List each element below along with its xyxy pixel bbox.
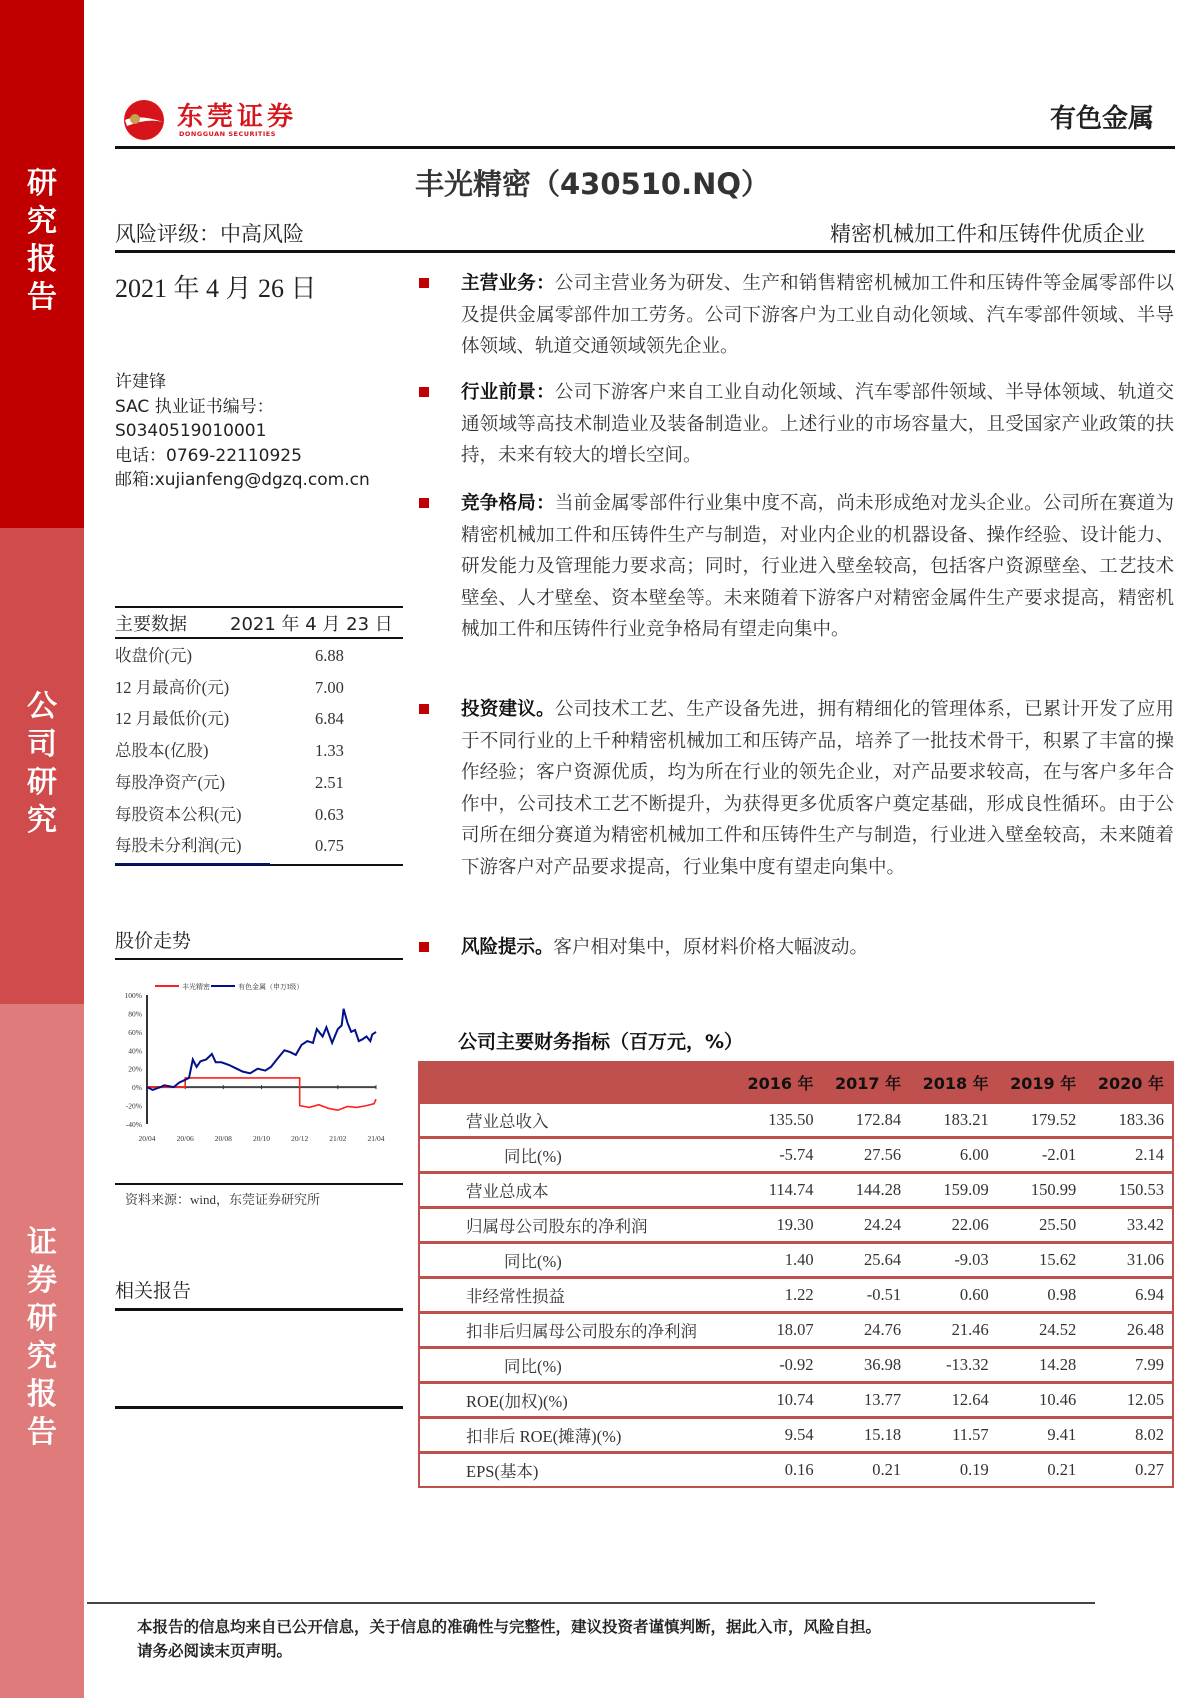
x-tick-label: 21/04 [367,1134,385,1143]
table-cell: 183.36 [1084,1103,1173,1138]
bullet-title: 行业前景： [461,382,555,403]
table-cell: 12.64 [909,1383,997,1418]
table-cell: -13.32 [909,1348,997,1383]
legend-label: 丰光精密 [182,983,210,991]
x-tick-label: 20/06 [176,1134,194,1143]
subheader-divider [115,250,1175,253]
bullet-text: 公司下游客户来自工业自动化领域、汽车零部件领域、半导体领域、轨道交通领域等高技术制造业及装备制造业。上述行业的市场容量大，且受国家产业政策的扶持，未来有较大的增长空间。 [461,383,1174,467]
table-cell: 19.30 [734,1208,822,1243]
key-data-row [115,641,403,671]
table-row [419,1383,1173,1418]
series-line-company [147,1078,376,1110]
analyst-phone: 电话：0769-22110925 [115,445,302,466]
table-cell: -0.51 [822,1278,910,1313]
table-row-label: 归属母公司股东的净利润 [419,1208,734,1243]
table-cell: 14.28 [997,1348,1085,1383]
table-cell: 0.21 [997,1453,1085,1488]
analyst-email[interactable]: 邮箱:xujianfeng@dgzq.com.cn [115,470,370,490]
chart-source: 资料来源：wind，东莞证券研究所 [125,1192,321,1207]
table-cell: 9.54 [734,1418,822,1453]
related-reports-title: 相关报告 [115,1280,192,1302]
table-cell: 8.02 [1084,1418,1173,1453]
table-column-header: 2016 年 [734,1062,822,1103]
related-reports-bottom-line [115,1406,403,1409]
table-header-row [419,1062,1173,1103]
table-row-label: 同比(%) [419,1138,734,1173]
risk-rating: 风险评级：中高风险 [115,222,304,246]
table-cell: 159.09 [909,1173,997,1208]
table-cell: 1.22 [734,1278,822,1313]
table-cell: -5.74 [734,1138,822,1173]
sidebar-label: 公司研究 [27,689,57,838]
table-row [419,1173,1173,1208]
table-row [419,1313,1173,1348]
table-cell: 0.21 [822,1453,910,1488]
analyst-name: 许建锋 [115,372,166,392]
key-data-value: 6.88 [315,646,344,665]
bullet-square-icon [419,387,429,397]
table-cell: 15.62 [997,1243,1085,1278]
table-cell: 18.07 [734,1313,822,1348]
table-row-label: ROE(加权)(%) [419,1383,734,1418]
bullet-title: 主营业务： [461,273,555,294]
key-data-label: 收盘价(元) [115,646,192,665]
table-row-label: 营业总成本 [419,1173,734,1208]
header-divider [115,146,1175,149]
bullet-text: 客户相对集中，原材料价格大幅波动。 [553,938,869,958]
table-row-label: 同比(%) [419,1348,734,1383]
analyst-sac-number: S0340519010001 [115,421,267,441]
table-cell: 6.94 [1084,1278,1173,1313]
key-data-row [115,736,403,766]
key-data-value: 1.33 [315,741,344,761]
table-cell: 150.99 [997,1173,1085,1208]
table-row-label: 扣非后 ROE(摊薄)(%) [419,1418,734,1453]
table-cell: 24.24 [822,1208,910,1243]
analyst-info [115,370,370,493]
table-column-header: 2019 年 [997,1062,1085,1103]
legend-label: 有色金属（申万I级） [238,983,304,991]
price-chart-title: 股价走势 [115,930,192,952]
price-chart-title-line [115,958,403,960]
table-row [419,1243,1173,1278]
table-cell: 7.99 [1084,1348,1173,1383]
table-cell: 0.60 [909,1278,997,1313]
table-cell: 10.74 [734,1383,822,1418]
table-cell: 12.05 [1084,1383,1173,1418]
key-data-header-line [115,637,403,639]
key-data-label: 每股未分利润(元) [115,836,242,856]
bullet-text: 公司主营业务为研发、生产和销售精密机械加工件和压铸件等金属零部件以及提供金属零部件加工劳务。公司下游客户为工业自动化领域、汽车零部件领域、半导体领域、轨道交通领域领先企业。 [461,274,1174,358]
x-tick-label: 20/10 [252,1134,271,1143]
table-cell: 172.84 [822,1103,910,1138]
table-cell: 31.06 [1084,1243,1173,1278]
table-cell: 183.21 [909,1103,997,1138]
financials-title: 公司主要财务指标（百万元，%） [458,1031,744,1053]
footer-divider [87,1602,1095,1604]
table-row [419,1278,1173,1313]
table-cell: 9.41 [997,1418,1085,1453]
table-cell: 144.28 [822,1173,910,1208]
bullet-title: 竞争格局： [461,493,555,514]
key-data-row [115,673,403,703]
industry-label: 有色金属 [1049,104,1154,134]
chart-source-line [115,1183,403,1185]
bullet-paragraph [461,268,1174,364]
table-cell: -9.03 [909,1243,997,1278]
key-data-title: 主要数据 [115,614,187,635]
bullet-square-icon [419,704,429,714]
table-cell: 0.16 [734,1453,822,1488]
key-data-label: 总股本(亿股) [115,741,209,761]
bullet-square-icon [419,498,429,508]
y-tick-label: 0% [132,1083,142,1093]
table-cell: 36.98 [822,1348,910,1383]
table-column-header: 2017 年 [822,1062,910,1103]
sidebar-label: 证券研究报告 [27,1225,57,1450]
related-reports-line [115,1308,403,1311]
table-cell: 2.14 [1084,1138,1173,1173]
y-tick-label: 80% [128,1009,142,1019]
y-tick-label: 40% [128,1046,142,1056]
key-data-value: 7.00 [315,677,344,697]
sidebar-label: 研究报告 [27,166,57,315]
table-cell: 25.64 [822,1243,910,1278]
x-tick-label: 20/12 [291,1134,309,1143]
table-cell: 179.52 [997,1103,1085,1138]
table-row [419,1208,1173,1243]
table-cell: 26.48 [1084,1313,1173,1348]
table-column-header: 2020 年 [1084,1062,1173,1103]
bullet-paragraph [461,488,1174,647]
table-cell: -0.92 [734,1348,822,1383]
key-data-row [115,831,403,861]
logo-text-cn: 东莞证券 [177,102,298,132]
sidebar-section-securities-report [0,1004,84,1698]
table-cell: 24.76 [822,1313,910,1348]
y-tick-label: -20% [125,1101,142,1111]
key-data-value: 0.63 [315,804,344,824]
table-column-header: 2018 年 [909,1062,997,1103]
report-tagline: 精密机械加工件和压铸件优质企业 [830,222,1145,246]
table-row [419,1103,1173,1138]
table-row [419,1138,1173,1173]
y-tick-label: -40% [125,1120,142,1129]
table-cell: 114.74 [734,1173,822,1208]
table-cell: 1.40 [734,1243,822,1278]
sidebar-section-research-report [0,0,84,528]
key-data-value: 6.84 [315,709,344,729]
key-data-accent-line [115,863,270,865]
table-row-label: 扣非后归属母公司股东的净利润 [419,1313,734,1348]
bullet-title: 风险提示。 [461,937,554,958]
table-cell: 135.50 [734,1103,822,1138]
table-row-label: EPS(基本) [419,1453,734,1488]
table-row-label: 非经常性损益 [419,1278,734,1313]
table-cell: 22.06 [909,1208,997,1243]
key-data-value: 2.51 [315,772,344,792]
table-header-blank [419,1062,734,1103]
table-row [419,1453,1173,1488]
key-data-date: 2021 年 4 月 23 日 [230,614,393,635]
price-trend-chart [113,975,403,1160]
logo-text-en: DONGGUAN SECURITIES [179,130,276,138]
table-row [419,1348,1173,1383]
logo-mark-icon [123,98,165,142]
table-cell: 11.57 [909,1418,997,1453]
bullet-title: 投资建议。 [461,699,555,720]
sidebar-section-company-research [0,528,84,1004]
x-tick-label: 20/04 [138,1134,156,1143]
bullet-paragraph [461,932,1174,965]
table-row-label: 营业总收入 [419,1103,734,1138]
table-cell: 0.19 [909,1453,997,1488]
page-title: 丰光精密（430510.NQ） [415,167,771,201]
bullet-paragraph [461,377,1174,473]
disclaimer-line2: 请务必阅读末页声明。 [137,1642,293,1660]
report-date: 2021 年 4 月 26 日 [115,274,317,303]
key-data-row [115,800,403,830]
key-data-label: 12 月最低价(元) [115,709,230,729]
financials-table [418,1061,1174,1488]
table-row [419,1418,1173,1453]
table-cell: -2.01 [997,1138,1085,1173]
key-data-row [115,704,403,734]
bullet-text: 公司技术工艺、生产设备先进，拥有精细化的管理体系，已累计开发了应用于不同行业的上千种精密机械加工和压铸产品，培养了一批技术骨干，积累了丰富的操作经验；客户资源优质，均为所在行业的领先企业，对产品要求较高，在与客户多年合作中，公司技术工艺不断提升，为获得更多优质客户奠定基础，形成良性循环。由于公司所在细分赛道为精密机械加工件和压铸件生产与制造，行业进入壁垒较高，未来随着下游客户对产品要求提高，行业集中度有望走向集中。 [461,700,1174,878]
analyst-sac-label: SAC 执业证书编号： [115,396,274,417]
table-cell: 0.27 [1084,1453,1173,1488]
table-cell: 6.00 [909,1138,997,1173]
y-tick-label: 60% [128,1027,142,1037]
key-data-row [115,768,403,798]
bullet-paragraph [461,694,1174,885]
table-cell: 24.52 [997,1313,1085,1348]
bullet-text: 当前金属零部件行业集中度不高，尚未形成绝对龙头企业。公司所在赛道为精密机械加工件和压铸件生产与制造，对业内企业的机器设备、操作经验、设计能力、研发能力及管理能力要求高；同时，行业进入壁垒较高，包括客户资源壁垒、工艺技术壁垒、人才壁垒、资本壁垒等。未来随着下游客户对精密金属件生产要求提高，精密机械加工件和压铸件行业竞争格局有望走向集中。 [461,494,1174,641]
table-cell: 33.42 [1084,1208,1173,1243]
key-data-label: 12 月最高价(元) [115,677,230,697]
company-logo [123,96,303,144]
table-cell: 10.46 [997,1383,1085,1418]
bullet-square-icon [419,942,429,952]
x-tick-label: 20/08 [214,1134,232,1143]
key-data-label: 每股净资产(元) [115,772,225,792]
bullet-square-icon [419,278,429,288]
y-tick-label: 20% [128,1064,142,1074]
table-cell: 13.77 [822,1383,910,1418]
x-tick-label: 21/02 [329,1134,347,1143]
key-data-top-line [115,606,403,608]
table-row-label: 同比(%) [419,1243,734,1278]
table-cell: 27.56 [822,1138,910,1173]
y-tick-label: 100% [124,991,142,1000]
table-cell: 25.50 [997,1208,1085,1243]
key-data-value: 0.75 [315,836,344,856]
key-data-label: 每股资本公积(元) [115,804,242,824]
table-cell: 21.46 [909,1313,997,1348]
table-cell: 15.18 [822,1418,910,1453]
table-cell: 150.53 [1084,1173,1173,1208]
table-cell: 0.98 [997,1278,1085,1313]
disclaimer-line1: 本报告的信息均来自已公开信息，关于信息的准确性与完整性，建议投资者谨慎判断，据此入市，风险自担。 [137,1618,882,1636]
